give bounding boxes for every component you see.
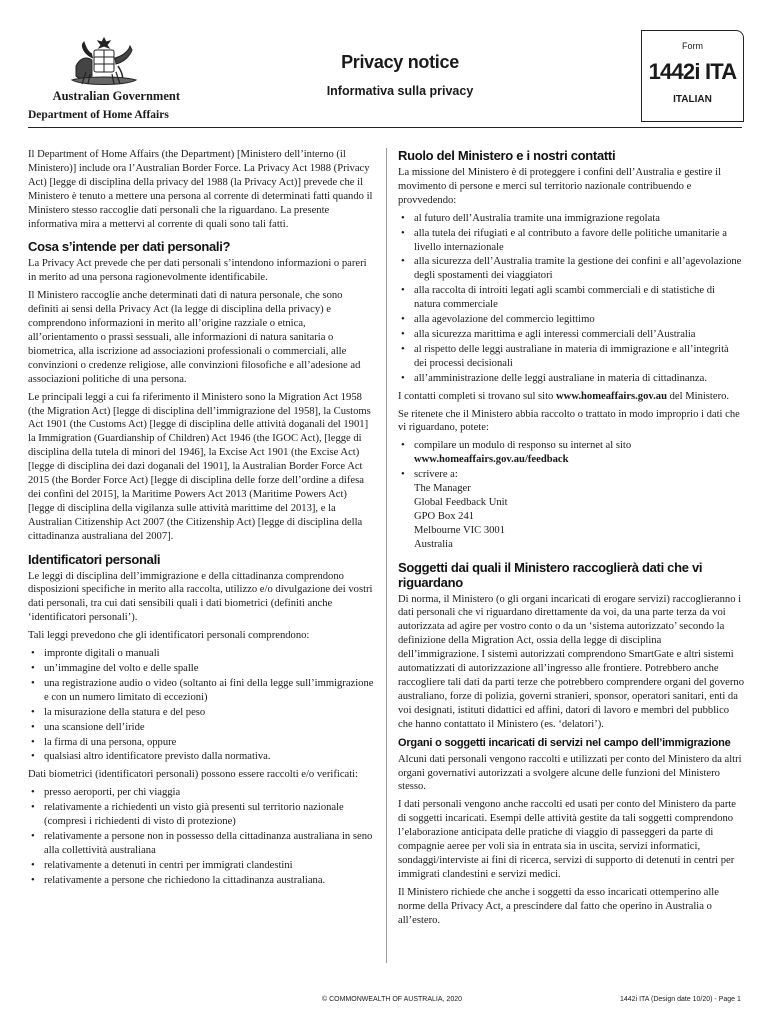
list-item: • relativamente a detenuti in centri per immigrati clandestini [44,859,374,873]
identifiers-list [28,647,374,764]
list-item: • alla raccolta di introiti legati agli scambi commerciali e di statistiche di natura commerciale [414,284,744,312]
paragraph: Se ritenete che il Ministero abbia raccolto o trattato in modo improprio i dati che vi riguardano, potete: [398,408,740,434]
list-item: • all’amministrazione delle leggi australiane in materia di cittadinanza. [414,372,744,386]
list-item: • al rispetto delle leggi australiane in materia di immigrazione e all’integrità dei processi decisionali [414,343,744,371]
heading-personal-info: Cosa s’intende per dati personali? [28,239,231,255]
paragraph: Le leggi di disciplina dell’immigrazione e della cittadinanza comprendono disposizioni specifiche in merito alla raccolta, utilizzo e/o divulgazione dei vostri dati personali, tra cui dati sensibili quali i dati biometrici (definiti anche ‘identificatori personali’). [28,570,373,624]
list-item: • alla agevolazione del commercio legittimo [414,313,744,327]
list-item: • la firma di una persona, oppure [44,736,374,750]
page-subtitle: Informativa sulla privacy [326,84,474,98]
form-language: ITALIAN [673,94,712,105]
header-rule [28,127,742,128]
list-item: • relativamente a richiedenti un visto già presenti sul territorio nazionale (compresi i richiedenti di visto di protezione) [44,801,374,829]
form-id-box [641,30,744,122]
list-item: • una scansione dell’iride [44,721,374,735]
complaint-options-list [398,439,744,551]
list-item: • alla sicurezza dell’Australia tramite la gestione dei confini e all’agevolazione degli spostamenti dei viaggiatori [414,255,744,283]
list-item: • relativamente a persone che richiedono la cittadinanza australiana. [44,874,374,888]
paragraph: La Privacy Act prevede che per dati personali s’intendono informazioni o pareri in merito ad una persona ragionevolmente identificabile. [28,258,367,284]
list-item: • la misurazione della statura e del peso [44,706,374,720]
write-text: scrivere a: [414,469,458,481]
government-name: Australian Government [52,89,180,103]
role-list [398,212,744,386]
list-item: • un’immagine del volto e delle spalle [44,662,374,676]
list-item: • alla sicurezza marittima e agli interessi commerciali dell’Australia [414,328,744,342]
footer-copyright: © COMMONWEALTH OF AUSTRALIA, 2020 [322,996,462,1003]
paragraph: Le principali leggi a cui fa riferimento il Ministero sono la Migration Act 1958 (the Migration Act) [legge di disciplina dell’immigrazione del 1958], la Customs Act 1901 (the Customs Act) [legge di disciplina delle attività doganali del 1901] la Immigration (Guardianship of Children) Act 1946 (the IGOC Act), [legge di disciplina della tutela di minori del 1946], la Excise Act 1901 (the Excise Act) [legge di disciplina dei dazi doganali del 1901], la Australian Border Force Act 2015 (the Border Force Act) [legge di disciplina delle forze dell’ordine a difesa dei confini del 2015], la Maritime Powers Act 2013 (Maritime Powers Act) [legge di disciplina della vigilanza sulle attività marittime del 2013], e la Australian Citizenship Act 2007 (the Citizenship Act) [legge di disciplina della cittadinanza australiana del 2007]. [28,391,371,542]
coat-of-arms-icon [66,36,142,90]
intro-paragraph: Il Department of Home Affairs (the Department) [Ministero dell’interno (il Ministero)] include ora l’Australian Border Force. La Privacy Act 1988 (Privacy Act) [legge di disciplina della privacy del 1988 (la Privacy Act)] prevede che il Ministero è tenuto a mettere una persona al corrente di determinati fatti quando il Ministero stesso raccoglie dati personali che la riguardano. La presente informativa mira a mettervi al corrente di quali sono tali fatti. [28,149,373,230]
list-item: • impronte digitali o manuali [44,647,374,661]
paragraph: Tali leggi prevedono che gli identificatori personali comprendono: [28,630,310,642]
contacts-paragraph [398,390,744,404]
postal-address: The Manager Global Feedback Unit GPO Box 241 Melbourne VIC 3001 Australia [414,483,508,550]
heading-role: Ruolo del Ministero e i nostri contatti [398,148,616,163]
left-column [28,148,374,892]
biometrics-list [28,786,374,887]
footer-page-info: 1442i ITA (Design date 10/20) - Page 1 [620,996,741,1003]
feedback-link[interactable]: www.homeaffairs.gov.au/feedback [414,454,569,466]
paragraph: Di norma, il Ministero (o gli organi incaricati di erogare servizi) raccoglieranno i dati personali che vi riguardano direttamente da voi, da una parte terza da voi autorizzata ad agire per vostro conto o da un ‘sistema autorizzato’ secondo la definizione della Migration Act, ossia della legge di disciplina dell’immigrazione. I sistemi autorizzati comprendono SmartGate e altri sistemi automatizzati di autorizzazione all’ingresso alle frontiere. Potrebbero anche raccogliere tali dati da parti terze che potrebbero comprendere organi del governo australiano, forze di polizia, governi stranieri, sponsor, operatori sanitari, enti da voi designati, istituti didattici ed affini, datori di lavoro e membri del pubblico che hanno contattato il Ministero (es. ‘delatori’). [398,593,744,730]
contacts-text: del Ministero. [666,390,730,402]
list-item [414,468,744,551]
list-item: • relativamente a persone non in possesso della cittadinanza australiana in seno alla collettività australiana [44,830,374,858]
column-divider [386,148,387,963]
list-item: • al futuro dell’Australia tramite una immigrazione regolata [414,212,744,226]
department-name: Department of Home Affairs [28,109,169,121]
list-item: • alla tutela dei rifugiati e al contributo a favore delle politiche umanitarie a livello internazionale [414,227,744,255]
paragraph: I dati personali vengono anche raccolti ed usati per conto del Ministero da parte di soggetti incaricati. Esempi delle attività gestite da tali soggetti comprendono l’elaborazione anticipata delle pratiche di viaggio di passeggeri da parte di compagnie aeree per voli sia in entrata sia in uscita, servizi informatici, sondaggi/interviste ai fini di ricerca, servizi di supporto di detenuti in centri per immigrati clandestini e servizi medici. [398,799,736,880]
heading-service-bodies: Organi o soggetti incaricati di servizi nel campo dell’immigrazione [398,736,731,749]
form-number: 1442i ITA [648,59,737,84]
paragraph: Il Ministero raccoglie anche determinati dati di natura personale, che sono definiti ai sensi della Privacy Act (la legge di disciplina della privacy) e comprendono informazioni in merito all’origine razziale o etnica, all’orientamento o prassi sessuali, alle informazioni di natura sanitaria o biometrica, alla iscrizione ad associazioni professionali o commerciali, alle convinzioni o credenze religiose, alle convinzioni filosofiche e all’adesione ad associazioni politiche di una persona. [28,290,361,385]
page-title: Privacy notice [341,52,459,72]
paragraph: Il Ministero richiede che anche i soggetti da esso incaricati ottemperino alle norme della Privacy Act, a prescindere dal fatto che operino in Australia o all’estero. [398,886,719,926]
form-label: Form [682,41,703,51]
list-item [414,439,744,467]
paragraph: La missione del Ministero è di proteggere i confini dell’Australia e gestire il movimento di persone e merci sul territorio nazionale contribuendo e provvedendo: [398,167,722,206]
list-item: • una registrazione audio o video (soltanto ai fini della legge sull’immigrazione e con un numero limitato di eccezioni) [44,677,374,705]
paragraph: Alcuni dati personali vengono raccolti e utilizzati per conto del Ministero da altri organi governativi autorizzati a svolgere alcune delle funzioni del Ministero stesso. [398,753,742,793]
paragraph: Dati biometrici (identificatori personali) possono essere raccolti e/o verificati: [28,769,359,781]
contacts-text: I contatti completi si trovano sul sito [398,390,557,402]
feedback-text: compilare un modulo di responso su internet al sito [414,440,632,452]
contacts-link[interactable]: www.homeaffairs.gov.au [556,390,667,402]
heading-subjects: Soggetti dai quali il Ministero raccoglierà dati che vi riguardano [398,559,703,590]
heading-personal-identifiers: Identificatori personali [28,551,161,567]
right-column [398,148,744,932]
list-item: • qualsiasi altro identificatore previsto dalla normativa. [44,750,374,764]
list-item: • presso aeroporti, per chi viaggia [44,786,374,800]
